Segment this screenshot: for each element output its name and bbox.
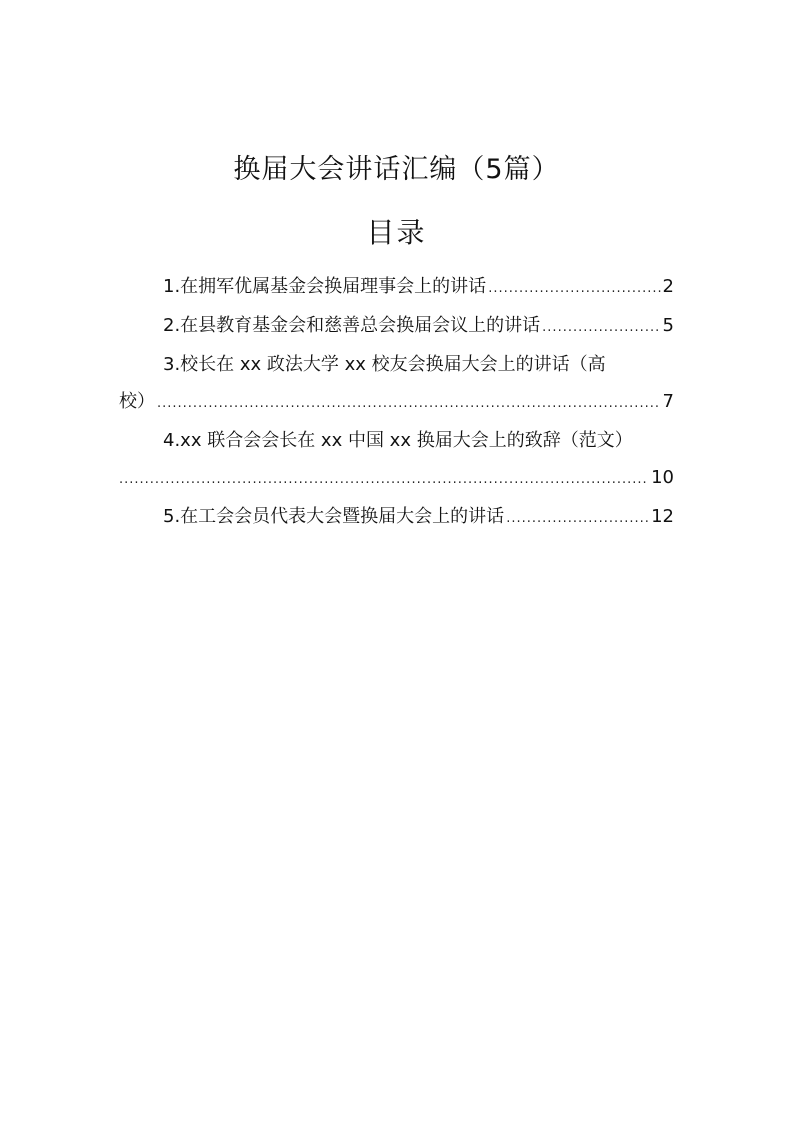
- toc-entry-1[interactable]: [119, 268, 674, 307]
- dot-leader: [488, 270, 660, 307]
- dot-leader: [157, 385, 661, 422]
- dot-leader: [542, 309, 660, 346]
- toc-entry-title: 3.校长在 xx 政法大学 xx 校友会换届大会上的讲话（高: [163, 354, 606, 375]
- toc-page-number: 2: [662, 276, 674, 297]
- toc-entry-title: 5.在工会会员代表大会暨换届大会上的讲话: [163, 506, 505, 527]
- table-of-contents: [119, 268, 674, 537]
- toc-entry-title: 2.在县教育基金会和慈善总会换届会议上的讲话: [163, 315, 541, 336]
- toc-page-number: 10: [651, 467, 674, 488]
- document-title: 换届大会讲话汇编（5篇）: [233, 154, 560, 185]
- toc-entry-5[interactable]: [119, 498, 674, 537]
- toc-entry-title: 1.在拥军优属基金会换届理事会上的讲话: [163, 276, 487, 297]
- toc-entry-title: 4.xx 联合会会长在 xx 中国 xx 换届大会上的致辞（范文）: [163, 430, 633, 451]
- dot-leader: [506, 500, 649, 537]
- toc-page-number: 7: [662, 391, 674, 412]
- toc-page-number: 12: [651, 506, 674, 527]
- toc-heading: 目录: [366, 216, 427, 249]
- toc-entry-3[interactable]: [119, 346, 674, 422]
- toc-page-number: 5: [662, 315, 674, 336]
- toc-entry-title-continued: 校）: [119, 391, 155, 412]
- dot-leader: [119, 461, 649, 498]
- toc-entry-4[interactable]: [119, 422, 674, 498]
- toc-entry-2[interactable]: [119, 307, 674, 346]
